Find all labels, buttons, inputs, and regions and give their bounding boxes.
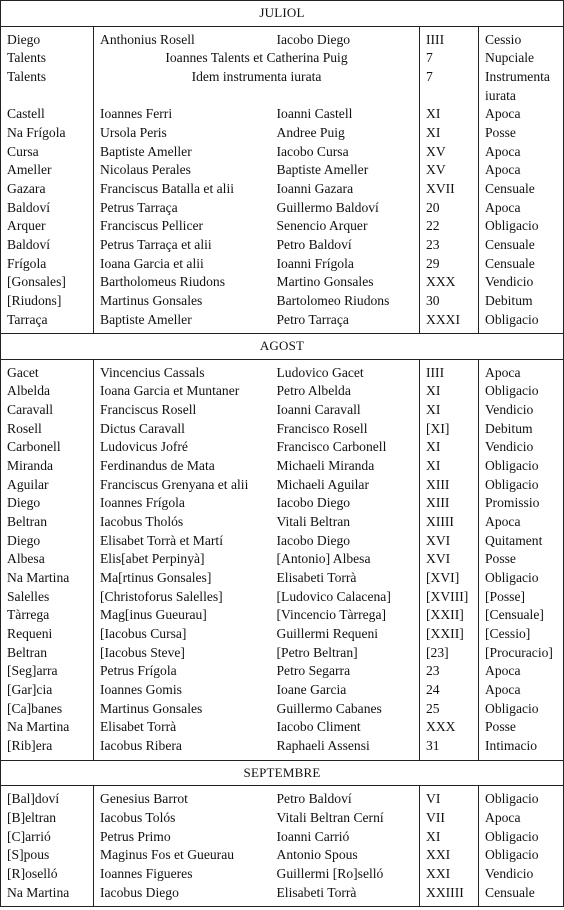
deed-type-cell: Censuale xyxy=(479,180,564,199)
day-cell: 24 xyxy=(420,681,479,700)
surname-cell: Na Frígola xyxy=(1,124,94,143)
deed-type-cell: Apoca xyxy=(479,161,564,180)
deed-type-cell: Obligacio xyxy=(479,786,564,809)
recipient-cell: [Vincencio Tàrrega] xyxy=(276,607,387,623)
recipient-cell: [Antonio] Albesa xyxy=(276,551,371,567)
grantor-cell: [Iacobus Cursa] xyxy=(94,625,271,644)
recipient-cell: [Ludovico Calacena] xyxy=(276,588,391,604)
deed-type-cell: Apoca xyxy=(479,105,564,124)
day-cell: [23] xyxy=(420,644,479,663)
surname-cell: Miranda xyxy=(1,457,94,476)
recipient-cell: Ioanni Castell xyxy=(276,106,353,122)
recipient-cell: Francisco Rosell xyxy=(276,420,368,436)
deed-type-cell: Apoca xyxy=(479,681,564,700)
day-cell: IIII xyxy=(420,359,479,382)
surname-cell: Gazara xyxy=(1,180,94,199)
recipient-cell: Guillermi Requeni xyxy=(276,626,379,641)
surname-cell: Tarraça xyxy=(1,311,94,334)
recipient-cell: Elisabeti Torrà xyxy=(271,884,420,907)
recipient-cell: Andree Puig xyxy=(276,124,345,140)
day-cell: XXX xyxy=(420,718,479,737)
recipient-cell: Iacobo Diego xyxy=(276,31,351,47)
day-cell: XVI xyxy=(420,532,479,551)
surname-cell: Rosell xyxy=(1,420,94,439)
recipient-cell: Ioanni Caravall xyxy=(276,402,361,418)
day-cell: XVI xyxy=(420,550,479,569)
grantor-cell: Vincencius Cassals xyxy=(94,359,271,382)
recipient-cell: Raphaeli Assensi xyxy=(276,737,370,753)
day-cell: 20 xyxy=(420,199,479,218)
deed-type-cell: Promissio xyxy=(479,494,564,513)
surname-cell: Gacet xyxy=(1,359,94,382)
day-cell: XI xyxy=(420,382,479,401)
surname-cell: Carbonell xyxy=(1,438,94,457)
table-row xyxy=(1,217,564,236)
grantor-cell: Iacobus Ribera xyxy=(94,737,271,760)
day-cell: 29 xyxy=(420,255,479,274)
table-row xyxy=(1,273,564,292)
surname-cell: Diego xyxy=(1,494,94,513)
recipient-cell: Guillermo Baldoví xyxy=(276,199,379,215)
grantor-cell: Baptiste Ameller xyxy=(94,311,271,334)
table-row xyxy=(1,420,564,439)
day-cell: XI xyxy=(420,401,479,420)
surname-cell: [Ca]banes xyxy=(1,700,94,719)
recipient-cell: Martino Gonsales xyxy=(276,274,374,290)
surname-cell: Baldoví xyxy=(1,199,94,218)
grantor-cell: Franciscus Batalla et alii xyxy=(94,180,271,199)
grantor-cell: Ioana Garcia et Muntaner xyxy=(94,382,271,401)
day-cell: 25 xyxy=(420,700,479,719)
recipient-cell: Petro Tarraça xyxy=(276,311,349,327)
day-cell: 22 xyxy=(420,217,479,236)
surname-cell: Ameller xyxy=(1,161,94,180)
grantor-cell: Martinus Gonsales xyxy=(94,292,271,311)
table-row xyxy=(1,809,564,828)
table-row xyxy=(1,49,564,68)
table-row xyxy=(1,588,564,607)
table-row xyxy=(1,236,564,255)
recipient-cell: Iacobo Climent xyxy=(276,719,361,735)
grantor-cell: [Christoforus Salelles] xyxy=(94,588,271,607)
grantor-cell: Ma[rtinus Gonsales] xyxy=(94,569,271,588)
table-row xyxy=(1,884,564,907)
parties-cell: Ioannes Talents et Catherina Puig xyxy=(94,49,420,68)
surname-cell: Castell xyxy=(1,105,94,124)
grantor-cell: Iacobus Diego xyxy=(94,884,271,907)
deed-type-cell: Vendicio xyxy=(479,865,564,884)
grantor-cell: Martinus Gonsales xyxy=(94,700,271,719)
surname-cell: Baldoví xyxy=(1,236,94,255)
recipient-cell: Michaeli Aguilar xyxy=(276,476,369,492)
deed-type-cell: Apoca xyxy=(479,359,564,382)
grantor-cell: Nicolaus Perales xyxy=(94,161,271,180)
surname-cell: Caravall xyxy=(1,401,94,420)
recipient-cell: Bartolomeo Riudons xyxy=(276,292,390,308)
surname-cell: Albelda xyxy=(1,382,94,401)
grantor-cell: Franciscus Pellicer xyxy=(94,217,271,236)
grantor-cell: Franciscus Grenyana et alii xyxy=(94,476,271,495)
grantor-cell: Ioannes Figueres xyxy=(94,865,271,884)
day-cell: VI xyxy=(420,786,479,809)
table-row xyxy=(1,68,564,105)
surname-cell: Na Martina xyxy=(1,884,94,907)
surname-cell: Requeni xyxy=(1,625,94,644)
deed-type-cell: Apoca xyxy=(479,199,564,218)
surname-cell: Talents xyxy=(1,68,94,105)
table-row xyxy=(1,846,564,865)
deed-type-cell: [Censuale] xyxy=(479,606,564,625)
grantor-cell: Elisabet Torrà et Martí xyxy=(94,532,271,551)
grantor-cell: Ursola Peris xyxy=(94,124,271,143)
day-cell: 30 xyxy=(420,292,479,311)
surname-cell: Tàrrega xyxy=(1,606,94,625)
deed-type-cell: Censuale xyxy=(479,236,564,255)
day-cell: XXI xyxy=(420,865,479,884)
surname-cell: [Seg]arra xyxy=(1,662,94,681)
surname-cell: Na Martina xyxy=(1,718,94,737)
deed-type-cell: [Cessio] xyxy=(479,625,564,644)
surname-cell: [Gar]cia xyxy=(1,681,94,700)
recipient-cell: [Petro Beltran] xyxy=(276,644,358,660)
table-row xyxy=(1,786,564,809)
deed-type-cell: Vendicio xyxy=(479,401,564,420)
grantor-cell: Elisabet Torrà xyxy=(94,718,271,737)
table-row xyxy=(1,382,564,401)
table-row xyxy=(1,865,564,884)
surname-cell: [R]oselló xyxy=(1,865,94,884)
grantor-cell: Mag[inus Gueurau] xyxy=(94,606,271,625)
day-cell: [XVIII] xyxy=(420,588,479,607)
deed-type-cell: Posse xyxy=(479,718,564,737)
surname-cell: Talents xyxy=(1,49,94,68)
day-cell: XV xyxy=(420,161,479,180)
grantor-cell: Petrus Primo xyxy=(94,828,271,847)
deed-type-cell: Obligacio xyxy=(479,382,564,401)
table-row xyxy=(1,143,564,162)
surname-cell: [B]eltran xyxy=(1,809,94,828)
month-title: SEPTEMBRE xyxy=(1,760,564,786)
day-cell: XXXI xyxy=(420,311,479,334)
recipient-cell: Baptiste Ameller xyxy=(276,162,369,178)
table-row xyxy=(1,532,564,551)
surname-cell: Beltran xyxy=(1,513,94,532)
surname-cell: [C]arrió xyxy=(1,828,94,847)
grantor-cell: Ioannes Gomis xyxy=(94,681,271,700)
recipient-cell: Ioanni Gazara xyxy=(276,180,354,196)
register-body xyxy=(1,1,564,907)
grantor-cell: Bartholomeus Riudons xyxy=(94,273,271,292)
day-cell: XXX xyxy=(420,273,479,292)
recipient-cell: Vitali Beltran xyxy=(276,514,351,530)
deed-type-cell: Obligacio xyxy=(479,569,564,588)
grantor-cell: Petrus Tarraça et alii xyxy=(94,236,271,255)
deed-type-cell: Obligacio xyxy=(479,700,564,719)
grantor-cell: Anthonius Rosell xyxy=(94,26,271,49)
recipient-cell: Francisco Carbonell xyxy=(276,439,387,455)
surname-cell: Diego xyxy=(1,532,94,551)
day-cell: XI xyxy=(420,124,479,143)
table-row xyxy=(1,401,564,420)
recipient-cell: Ioanni Frígola xyxy=(276,255,354,271)
recipient-cell: Ioane Garcia xyxy=(276,681,347,697)
grantor-cell: Petrus Tarraça xyxy=(94,199,271,218)
surname-cell: Na Martina xyxy=(1,569,94,588)
table-row xyxy=(1,494,564,513)
table-row xyxy=(1,180,564,199)
recipient-cell: Guillermo Cabanes xyxy=(276,700,382,716)
surname-cell: Diego xyxy=(1,26,94,49)
deed-type-cell: Intimacio xyxy=(479,737,564,760)
grantor-cell: Dictus Caravall xyxy=(94,420,271,439)
grantor-cell: Genesius Barrot xyxy=(94,786,271,809)
deed-type-cell: Debitum xyxy=(479,420,564,439)
table-row xyxy=(1,606,564,625)
deed-type-cell: Vendicio xyxy=(479,273,564,292)
recipient-cell: Petro Baldoví xyxy=(276,791,352,807)
table-row xyxy=(1,550,564,569)
recipient-cell: Elisabeti Torrà xyxy=(276,570,357,586)
deed-type-cell: Apoca xyxy=(479,809,564,828)
recipient-cell: Petro Albelda xyxy=(276,383,351,399)
table-row xyxy=(1,26,564,49)
deed-type-cell: Censuale xyxy=(479,884,564,907)
table-row xyxy=(1,476,564,495)
day-cell: 7 xyxy=(420,68,479,105)
deed-type-cell: Obligacio xyxy=(479,311,564,334)
table-row xyxy=(1,718,564,737)
table-row xyxy=(1,359,564,382)
table-row xyxy=(1,700,564,719)
deed-type-cell: Obligacio xyxy=(479,457,564,476)
day-cell: 23 xyxy=(420,662,479,681)
day-cell: [XXII] xyxy=(420,606,479,625)
recipient-cell: Michaeli Miranda xyxy=(276,458,375,474)
recipient-cell: Ioanni Carrió xyxy=(276,828,350,844)
deed-type-cell: Obligacio xyxy=(479,828,564,847)
surname-cell: Beltran xyxy=(1,644,94,663)
recipient-cell: Iacobo Diego xyxy=(276,495,351,511)
deed-type-cell: Apoca xyxy=(479,513,564,532)
table-row xyxy=(1,161,564,180)
deed-type-cell: Nupciale xyxy=(479,49,564,68)
table-row xyxy=(1,105,564,124)
day-cell: IIII xyxy=(420,26,479,49)
day-cell: XIII xyxy=(420,476,479,495)
grantor-cell: Ludovicus Jofré xyxy=(94,438,271,457)
recipient-cell: Guillermi [Ro]selló xyxy=(276,865,384,881)
grantor-cell: Ioannes Frígola xyxy=(94,494,271,513)
table-row xyxy=(1,124,564,143)
day-cell: VII xyxy=(420,809,479,828)
deed-type-cell: Quitament xyxy=(479,532,564,551)
surname-cell: Albesa xyxy=(1,550,94,569)
month-title: AGOST xyxy=(1,334,564,360)
recipient-cell: Senencio Arquer xyxy=(276,218,368,234)
surname-cell: Salelles xyxy=(1,588,94,607)
grantor-cell: Maginus Fos et Gueurau xyxy=(94,846,271,865)
grantor-cell: Franciscus Rosell xyxy=(94,401,271,420)
day-cell: 7 xyxy=(420,49,479,68)
deed-type-cell: Obligacio xyxy=(479,476,564,495)
grantor-cell: [Iacobus Steve] xyxy=(94,644,271,663)
surname-cell: [Riudons] xyxy=(1,292,94,311)
table-row xyxy=(1,255,564,274)
surname-cell: Frígola xyxy=(1,255,94,274)
day-cell: [XXII] xyxy=(420,625,479,644)
day-cell: XXI xyxy=(420,846,479,865)
grantor-cell: Ioannes Ferri xyxy=(94,105,271,124)
grantor-cell: Iacobus Tolós xyxy=(94,809,271,828)
deed-type-cell: [Procuracio] xyxy=(479,644,564,663)
recipient-cell: Iacobo Diego xyxy=(276,532,351,548)
deed-type-cell: Posse xyxy=(479,124,564,143)
deed-type-cell: Cessio xyxy=(479,26,564,49)
table-row xyxy=(1,438,564,457)
day-cell: XV xyxy=(420,143,479,162)
deed-type-cell: Apoca xyxy=(479,143,564,162)
deed-type-cell: Obligacio xyxy=(479,846,564,865)
recipient-cell: Ludovico Gacet xyxy=(276,364,364,380)
table-row xyxy=(1,199,564,218)
day-cell: XI xyxy=(420,105,479,124)
month-header xyxy=(1,1,564,27)
day-cell: 23 xyxy=(420,236,479,255)
recipient-cell: Petro Baldoví xyxy=(276,236,352,252)
deed-type-cell: Instrumenta iurata xyxy=(479,68,564,105)
day-cell: [XI] xyxy=(420,420,479,439)
surname-cell: Aguilar xyxy=(1,476,94,495)
table-row xyxy=(1,311,564,334)
surname-cell: [S]pous xyxy=(1,846,94,865)
table-row xyxy=(1,737,564,760)
surname-cell: Arquer xyxy=(1,217,94,236)
table-row xyxy=(1,625,564,644)
surname-cell: Cursa xyxy=(1,143,94,162)
day-cell: XI xyxy=(420,457,479,476)
deed-type-cell: Vendicio xyxy=(479,438,564,457)
month-header xyxy=(1,334,564,360)
deed-type-cell: Apoca xyxy=(479,662,564,681)
table-row xyxy=(1,569,564,588)
grantor-cell: Iacobus Tholós xyxy=(94,513,271,532)
deed-type-cell: [Posse] xyxy=(479,588,564,607)
day-cell: XXIIII xyxy=(420,884,479,907)
grantor-cell: Baptiste Ameller xyxy=(94,143,271,162)
deed-type-cell: Debitum xyxy=(479,292,564,311)
month-title: JULIOL xyxy=(1,1,564,27)
grantor-cell: Ioana Garcia et alii xyxy=(94,255,271,274)
grantor-cell: Petrus Frígola xyxy=(94,662,271,681)
day-cell: 31 xyxy=(420,737,479,760)
recipient-cell: Iacobo Cursa xyxy=(276,143,349,159)
recipient-cell: Petro Segarra xyxy=(276,663,351,679)
surname-cell: [Gonsales] xyxy=(1,273,94,292)
day-cell: XI xyxy=(420,828,479,847)
table-row xyxy=(1,681,564,700)
surname-cell: [Rib]era xyxy=(1,737,94,760)
table-row xyxy=(1,513,564,532)
surname-cell: [Bal]doví xyxy=(1,786,94,809)
day-cell: [XVI] xyxy=(420,569,479,588)
grantor-cell: Ferdinandus de Mata xyxy=(94,457,271,476)
deed-type-cell: Posse xyxy=(479,550,564,569)
deed-type-cell: Censuale xyxy=(479,255,564,274)
table-row xyxy=(1,457,564,476)
month-header xyxy=(1,760,564,786)
day-cell: XIII xyxy=(420,494,479,513)
table-row xyxy=(1,644,564,663)
day-cell: XIIII xyxy=(420,513,479,532)
table-row xyxy=(1,662,564,681)
grantor-cell: Elis[abet Perpinyà] xyxy=(94,550,271,569)
recipient-cell: Antonio Spous xyxy=(276,847,358,863)
parties-cell: Idem instrumenta iurata xyxy=(94,68,420,105)
table-row xyxy=(1,292,564,311)
deed-type-cell: Obligacio xyxy=(479,217,564,236)
table-row xyxy=(1,828,564,847)
day-cell: XI xyxy=(420,438,479,457)
recipient-cell: Vitali Beltran Cerní xyxy=(276,809,384,825)
day-cell: XVII xyxy=(420,180,479,199)
